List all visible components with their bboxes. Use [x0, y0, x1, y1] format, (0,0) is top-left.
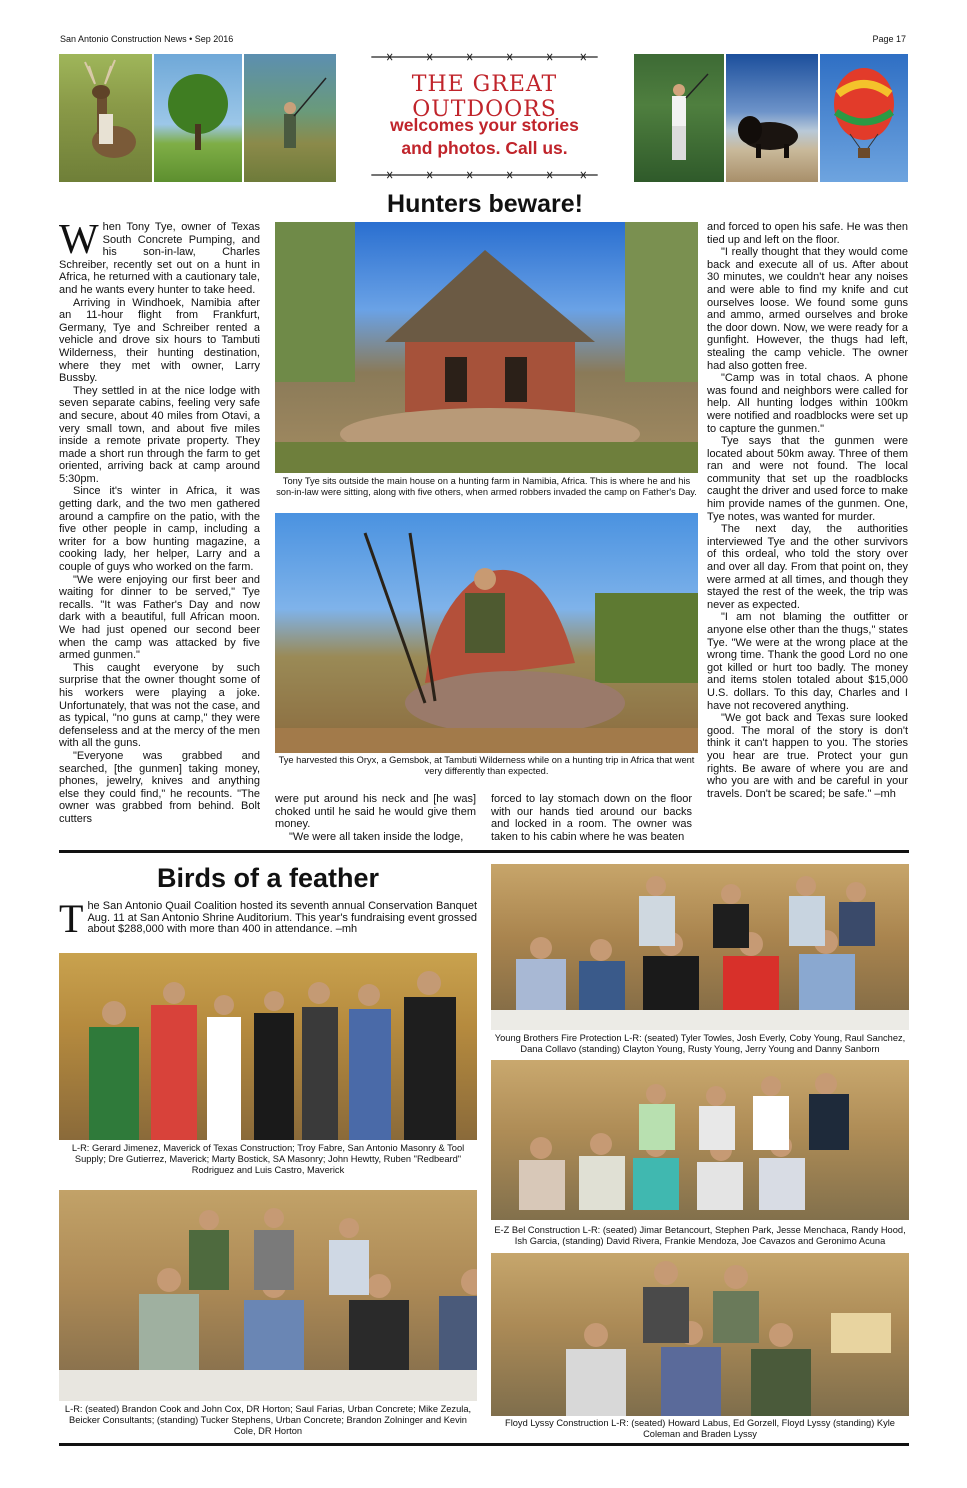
golfer-icon	[634, 54, 724, 182]
group-people-icon	[491, 1060, 909, 1220]
group-people-icon	[491, 864, 909, 1030]
lodge-photo	[275, 222, 698, 473]
group-photo-floyd-lyssy	[491, 1253, 909, 1416]
banner-photo-deer	[59, 54, 152, 182]
banner-panel	[343, 53, 626, 183]
article2-intro	[59, 896, 477, 941]
article-column-2a	[275, 793, 476, 843]
oryx-photo-caption: Tye harvested this Oryx, a Gemsbok, at Tambuti Wilderness while on a hunting trip in Africa that went very differently than expected.	[278, 755, 695, 776]
section-divider	[59, 850, 909, 853]
paragraph: hen Tony Tye, owner of Texas South Concrete Pumping, and his son-in-law, Charles Schreiber, recently set out on a hunt in Africa, he returned with a cautionary tale, and he wants every hunter to take heed.	[59, 221, 260, 296]
paragraph: and forced to open his safe. He was then tied up and left on the floor.	[707, 221, 908, 246]
paragraph: "We got back and Texas sure looked good. The moral of the story is don't think it can't happen to you. The stories you hear are true. Protect your gun rights. Be aware of where you are and who you are with and be careful in your travels. Don't be scared; be safe." –mh	[707, 712, 908, 800]
paragraph: This caught everyone by such surprise that the owner thought some of his workers were playing a joke. Unfortunately, that was not the case, and as typical, "no guns at camp," they were defenseless and at the mercy of the men with all the guns.	[59, 661, 260, 750]
paragraph: were put around his neck and [he was] choked until he said he would give them money.	[275, 793, 476, 831]
paragraph: "Everyone was grabbed and searched, [the gunmen] taking money, phones, jewelry, knives and anything else they could find," he recounts. "The owner was grabbed from behind. Bolt cutters	[59, 749, 260, 825]
paragraph: Arriving in Windhoek, Namibia after an 11-hour flight from Frankfurt, Germany, Tye and Schreiber rented a vehicle and drove six hours to Tambuti Wilderness, their hunting destination, where they met with owner, Larry Bussby.	[59, 296, 260, 385]
paragraph: Since it's winter in Africa, it was getting dark, and the two men gathered around a campfire on the patio, with the five other people in camp, including a writer for a bow hunting magazine, a cooking lady, her helper, Larry and a couple of guys who worked on the farm.	[59, 485, 260, 574]
paragraph: "I am not blaming the outfitter or anyone else other than the thugs," states Tye. "We were at the wrong place at the wrong time. Thank the good Lord no one got killed or hurt too badly. The money and items stolen totaled about $15,000 U.S. dollars. To this day, Charles and I have not recovered anything.	[707, 611, 908, 712]
paragraph: "Camp was in total chaos. A phone was found and neighbors were called for help. All hunting lodges within 100km were notified and roadblocks were set up to capture the gunmen."	[707, 372, 908, 435]
group-people-icon	[491, 1253, 909, 1416]
paragraph: forced to lay stomach down on the floor with our hands tied around our backs and locked in a room. The owner was taken to his cabin where he was beaten	[491, 793, 692, 843]
hot-air-balloon-icon	[820, 54, 908, 182]
paragraph: "We were enjoying our first beer and waiting for dinner to be served," Tye recalls. "It was Father's Day and now dark with a beautiful, full African moon. We had just opened our second beer when the camp was attacked by five armed gunmen."	[59, 573, 260, 662]
banner-photo-fisherman	[244, 54, 336, 182]
fisherman-icon	[244, 54, 336, 182]
oryx-trophy-icon	[275, 513, 698, 753]
paragraph: "I really thought that they would come back and execute all of us. After about 30 minutes, we couldn't hear any noises and were able to find my knife and cut ourselves loose. We found some guns and ammo, armed ourselves and broke the door down. Now, we were ready for a gunfight. However, the thugs had left, stealing the camp vehicle. The owner had also gotten free.	[707, 246, 908, 372]
banner-photo-balloon	[820, 54, 908, 182]
drop-cap: W	[59, 217, 99, 263]
article-headline: Hunters beware!	[387, 190, 583, 218]
article2-headline: Birds of a feather	[156, 863, 380, 893]
banner-photo-tree	[154, 54, 242, 182]
barbed-wire-bottom-icon	[343, 171, 626, 179]
group-photo-maverick	[59, 953, 477, 1140]
group-photo-ez-bel-caption: E-Z Bel Construction L-R: (seated) Jimar Betancourt, Stephen Park, Jesse Menchaca, Randy Hood, Ish Garcia, (standing) David Rivera, Frankie Mendoza, Joe Cavazos and Geronimo Acuna	[494, 1225, 906, 1246]
group-photo-ez-bel	[491, 1060, 909, 1220]
group-photo-dr-horton-caption: L-R: (seated) Brandon Cook and John Cox, DR Horton; Saul Farias, Urban Concrete; Mike Zezula, Beicker Consultants; (standing) Tucker Stephens, Urban Concrete; Brandon Zolninger and Kevin Cole, DR Horton	[64, 1404, 472, 1436]
page-number: Page 17	[872, 34, 906, 44]
bison-icon	[726, 54, 818, 182]
group-photo-young-brothers-caption: Young Brothers Fire Protection L-R: (seated) Tyler Towles, Josh Everly, Coby Young, Raul Sanchez, Dana Collavo (standing) Clayton Young, Rusty Young, Jerry Young and Danny Sanborn	[494, 1033, 906, 1054]
group-photo-floyd-lyssy-caption: Floyd Lyssy Construction L-R: (seated) Howard Labus, Ed Gorzell, Floyd Lyssy (standing) Kyle Coleman and Braden Lyssy	[505, 1418, 895, 1439]
group-photo-maverick-caption: L-R: Gerard Jimenez, Maverick of Texas Construction; Troy Fabre, San Antonio Masonry & Tool Supply; Dre Gutierrez, Maverick; Marty Bostick, SA Masonry; John Hewtty, Ruben "Redbeard" Rodriguez and Luis Castro, Maverick	[71, 1143, 465, 1175]
barbed-wire-top-icon	[343, 53, 626, 61]
tree-icon	[154, 54, 242, 182]
banner-photo-golfer	[634, 54, 724, 182]
banner-photo-bison	[726, 54, 818, 182]
group-photo-young-brothers	[491, 864, 909, 1030]
banner-tagline-2: and photos. Call us.	[401, 138, 568, 158]
paragraph: The next day, the authorities interviewed Tye and the other survivors of this ordeal, who told the story over and over all day. From that point on, they were armed at all times, and though they stayed the rest of the week, the trip was never as expected.	[707, 523, 908, 611]
oryx-photo	[275, 513, 698, 753]
article-column-1	[59, 217, 260, 826]
paragraph: They settled in at the nice lodge with seven separate cabins, feeling very safe and secure, about 40 miles from Otavi, a very small town, and about five miles inside a remote private property. They made a short run through the farm to get oriented, arriving back at camp around 5:30pm.	[59, 384, 260, 485]
paragraph: he San Antonio Quail Coalition hosted its seventh annual Conservation Banquet Aug. 11 at San Antonio Shrine Auditorium. This year's fundraising event grossed about $288,000 with more than 400 in attendance. –mh	[87, 900, 477, 935]
paragraph: Tye says that the gunmen were located about 50km away. Three of them ran and were not found. The local community that set up the roadblocks caught the driver and used force to make him provide names of the gunmen. One, Tye notes, was wanted for murder.	[707, 435, 908, 523]
lodge-photo-caption: Tony Tye sits outside the main house on a hunting farm in Namibia, Africa. This is where he and his son-in-law were sitting, along with five others, when armed robbers invaded the camp on Father's Day.	[276, 476, 697, 497]
article-column-3	[707, 221, 908, 800]
drop-cap: T	[59, 896, 84, 941]
deer-icon	[59, 54, 152, 182]
lodge-hut-icon	[275, 222, 698, 473]
group-people-icon	[59, 1190, 477, 1401]
group-photo-dr-horton	[59, 1190, 477, 1401]
group-people-icon	[59, 953, 477, 1140]
article-column-2b	[491, 793, 692, 843]
banner-tagline-1: welcomes your stories	[390, 115, 579, 135]
publication-header: San Antonio Construction News • Sep 2016	[60, 34, 234, 44]
page-bottom-rule	[59, 1443, 909, 1446]
banner-title: THE GREAT OUTDOORS	[411, 72, 558, 122]
paragraph: "We were all taken inside the lodge,	[289, 830, 464, 843]
